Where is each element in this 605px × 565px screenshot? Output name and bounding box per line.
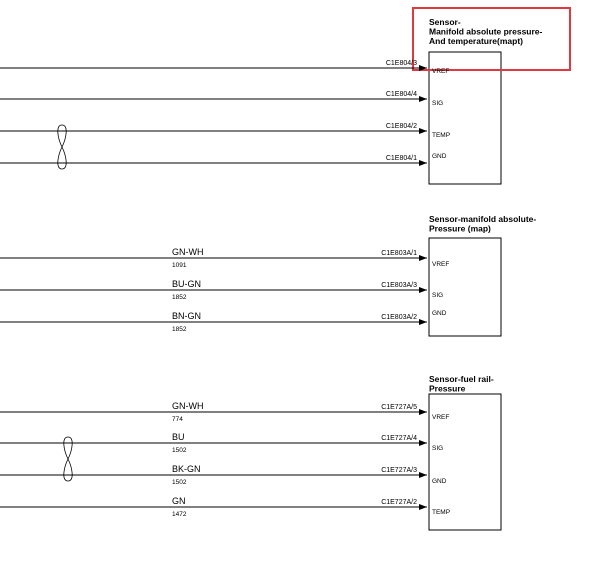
pin-label: VREF: [432, 68, 450, 75]
wire-gnd: [0, 464, 447, 486]
circuit-number: 1091: [172, 262, 187, 269]
twisted-pair-symbol: [58, 125, 66, 169]
terminal-marker: [419, 440, 427, 446]
connector-label: C1E803A/3: [381, 282, 417, 289]
wire-color-code: BN-GN: [172, 311, 201, 321]
sensor-title-line: Sensor-: [429, 17, 461, 27]
wire-vref: [0, 401, 449, 423]
wire-color-code: GN-WH: [172, 401, 204, 411]
wire-color-code: BU: [172, 432, 185, 442]
wire-vref: [0, 247, 449, 269]
wire-gnd: [0, 310, 447, 333]
pin-label: GND: [432, 153, 447, 160]
wire-temp: [0, 496, 450, 518]
wire-sig: [0, 91, 443, 107]
connector-label: C1E727A/2: [381, 499, 417, 506]
connector-label: C1E727A/4: [381, 435, 417, 442]
sensor-title-line: Sensor-fuel rail-: [429, 374, 494, 384]
terminal-marker: [419, 128, 427, 134]
wire-sig: [0, 432, 443, 454]
wire-gnd: [0, 153, 447, 166]
terminal-marker: [419, 504, 427, 510]
circuit-number: 1472: [172, 511, 187, 518]
pin-label: GND: [432, 310, 447, 317]
sensor-title-line: And temperature(mapt): [429, 36, 523, 46]
pin-label: GND: [432, 478, 447, 485]
connector-label: C1E803A/1: [381, 250, 417, 257]
sensor-box: [429, 238, 501, 336]
connector-label: C1E804/1: [385, 155, 417, 162]
circuit-number: 1502: [172, 447, 187, 454]
twisted-pair-symbol: [64, 437, 72, 481]
wire-color-code: BK-GN: [172, 464, 201, 474]
connector-label: C1E727A/5: [381, 404, 417, 411]
pin-label: VREF: [432, 261, 450, 268]
terminal-marker: [419, 96, 427, 102]
wire-color-code: BU-GN: [172, 279, 201, 289]
wire-color-code: GN: [172, 496, 186, 506]
pin-label: SIG: [432, 292, 444, 299]
sensor-title-line: Manifold absolute pressure-: [429, 26, 543, 37]
terminal-marker: [419, 472, 427, 478]
circuit-number: 1852: [172, 294, 187, 301]
pin-label: TEMP: [432, 132, 451, 139]
sensor-title-line: Sensor-manifold absolute-: [429, 214, 537, 224]
sensor-fuel-rail: [0, 374, 501, 530]
pin-label: VREF: [432, 414, 450, 421]
sensor-title-line: Pressure (map): [429, 223, 491, 234]
wire-temp: [0, 123, 450, 139]
pin-label: SIG: [432, 100, 444, 107]
circuit-number: 774: [172, 416, 183, 423]
wire-vref: [0, 60, 449, 75]
connector-label: C1E727A/3: [381, 467, 417, 474]
sensor-mapt: [0, 8, 570, 184]
sensor-title-line: Pressure: [429, 383, 466, 394]
connector-label: C1E804/3: [385, 60, 417, 67]
pin-label: TEMP: [432, 509, 451, 516]
terminal-marker: [419, 287, 427, 293]
circuit-number: 1852: [172, 326, 187, 333]
terminal-marker: [419, 160, 427, 166]
wire-sig: [0, 279, 443, 301]
connector-label: C1E804/4: [385, 91, 417, 98]
terminal-marker: [419, 319, 427, 325]
sensor-map: [0, 214, 536, 336]
circuit-number: 1502: [172, 479, 187, 486]
pin-label: SIG: [432, 445, 444, 452]
terminal-marker: [419, 409, 427, 415]
terminal-marker: [419, 255, 427, 261]
wire-color-code: GN-WH: [172, 247, 204, 257]
connector-label: C1E804/2: [385, 123, 417, 130]
connector-label: C1E803A/2: [381, 314, 417, 321]
